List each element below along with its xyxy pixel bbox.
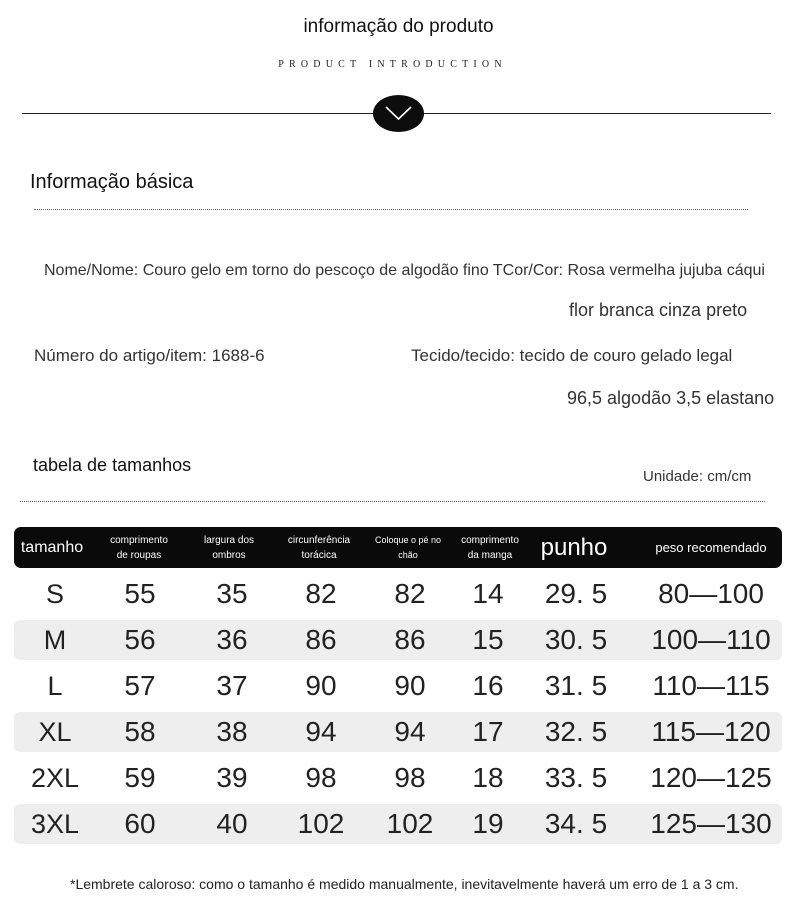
col-header-length: comprimento de roupas <box>110 534 168 561</box>
size-cell: M <box>43 624 67 655</box>
table-cell: 19 <box>472 808 504 839</box>
table-cell: 60 <box>124 808 156 839</box>
size-cell: 2XL <box>30 762 80 793</box>
table-cell: 17 <box>472 716 504 747</box>
table-cell: 82 <box>394 578 426 609</box>
table-row <box>14 666 782 706</box>
item-number: Número do artigo/item: 1688-6 <box>34 346 265 365</box>
col-header-chest: circunferência torácica <box>287 534 351 561</box>
size-table-header <box>14 527 782 568</box>
table-cell: 57 <box>124 670 156 701</box>
table-cell: 40 <box>216 808 248 839</box>
table-row <box>14 574 782 614</box>
col-header-weight: peso recomendado <box>655 540 767 555</box>
size-cell: L <box>47 670 63 701</box>
table-cell: 94 <box>305 716 337 747</box>
table-row <box>14 804 782 844</box>
table-cell: 29. 5 <box>544 578 608 609</box>
product-color-continued: flor branca cinza preto <box>569 300 748 320</box>
table-cell: 36 <box>216 624 248 655</box>
basic-info-divider <box>34 209 748 210</box>
fabric-continued: 96,5 algodão 3,5 elastano <box>567 388 775 408</box>
table-cell: 34. 5 <box>544 808 608 839</box>
fabric: Tecido/tecido: tecido de couro gelado legal <box>411 346 733 365</box>
table-cell: 98 <box>394 762 426 793</box>
size-cell: 3XL <box>30 808 80 839</box>
table-cell: 120—125 <box>650 762 772 793</box>
table-cell: 37 <box>216 670 248 701</box>
table-cell: 86 <box>305 624 337 655</box>
table-cell: 56 <box>124 624 156 655</box>
divider-badge <box>373 95 424 132</box>
footnote: *Lembrete caloroso: como o tamanho é medido manualmente, inevitavelmente haverá um erro de 1 a 3 cm. <box>70 876 739 892</box>
table-cell: 102 <box>386 808 434 839</box>
table-cell: 80—100 <box>658 578 764 609</box>
table-row <box>14 620 782 660</box>
table-cell: 15 <box>472 624 504 655</box>
table-cell: 110—115 <box>652 670 770 701</box>
table-cell: 90 <box>394 670 426 701</box>
table-cell: 39 <box>216 762 248 793</box>
size-cell: XL <box>38 716 72 747</box>
table-cell: 14 <box>472 578 504 609</box>
table-cell: 33. 5 <box>544 762 608 793</box>
table-row <box>14 712 782 752</box>
page-subtitle: PRODUCT INTRODUCTION <box>278 59 507 70</box>
table-cell: 125—130 <box>650 808 772 839</box>
size-table-divider <box>20 501 765 502</box>
table-cell: 115—120 <box>651 716 771 747</box>
size-cell: S <box>45 578 64 609</box>
table-cell: 100—110 <box>651 624 771 655</box>
size-table-heading: tabela de tamanhos <box>33 455 192 475</box>
col-header-shoulder: largura dos ombros <box>203 534 255 561</box>
col-header-cuff: punho <box>540 534 608 561</box>
col-header-floor: Coloque o pé no chão <box>374 534 442 560</box>
table-cell: 90 <box>305 670 337 701</box>
chevron-down-icon <box>385 105 412 122</box>
table-cell: 18 <box>472 762 504 793</box>
table-cell: 16 <box>472 670 504 701</box>
table-cell: 35 <box>216 578 248 609</box>
table-cell: 55 <box>124 578 156 609</box>
table-cell: 38 <box>216 716 248 747</box>
col-header-size: tamanho <box>20 539 84 556</box>
table-cell: 94 <box>394 716 426 747</box>
table-cell: 58 <box>124 716 156 747</box>
unit-label: Unidade: cm/cm <box>643 468 752 485</box>
table-row <box>14 758 782 798</box>
basic-info-heading: Informação básica <box>30 171 194 193</box>
table-cell: 30. 5 <box>544 624 608 655</box>
table-cell: 31. 5 <box>544 670 608 701</box>
table-cell: 86 <box>394 624 426 655</box>
table-cell: 32. 5 <box>544 716 608 747</box>
table-cell: 102 <box>297 808 345 839</box>
table-cell: 82 <box>305 578 337 609</box>
table-cell: 59 <box>124 762 156 793</box>
col-header-sleeve: comprimento da manga <box>461 534 519 561</box>
page-title: informação do produto <box>303 16 494 37</box>
table-cell: 98 <box>305 762 337 793</box>
product-name: Nome/Nome: Couro gelo em torno do pescoço de algodão fino TCor/Cor: Rosa vermelha jujuba cáqui <box>44 262 765 279</box>
